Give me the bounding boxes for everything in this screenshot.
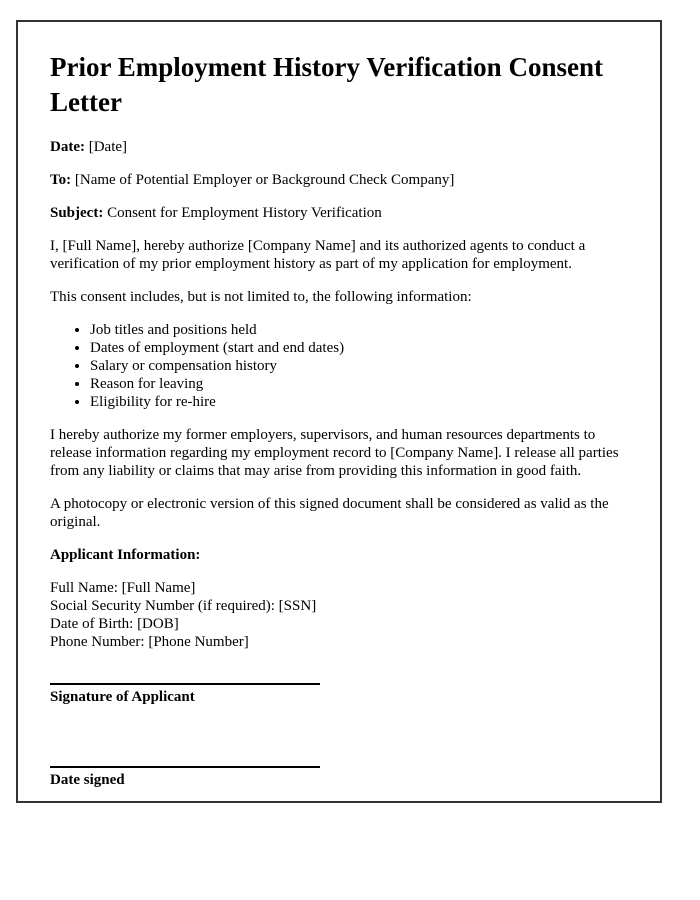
consent-list bbox=[50, 321, 628, 411]
applicant-fields bbox=[50, 579, 628, 651]
list-item: • Dates of employment (start and end dates) bbox=[90, 339, 628, 357]
list-item: • Reason for leaving bbox=[90, 375, 628, 393]
applicant-field-full-name: Full Name: [Full Name] bbox=[50, 580, 196, 596]
signature-label: Signature of Applicant bbox=[50, 689, 195, 705]
list-item: • Salary or compensation history bbox=[90, 357, 628, 375]
applicant-field-phone: Phone Number: [Phone Number] bbox=[50, 634, 249, 650]
to-line bbox=[50, 171, 628, 189]
to-label: To: bbox=[50, 172, 75, 188]
date-label: Date: bbox=[50, 139, 89, 155]
subject-value: Consent for Employment History Verification bbox=[107, 205, 382, 221]
applicant-info-heading: Applicant Information: bbox=[50, 547, 201, 563]
date-signed-line bbox=[50, 754, 320, 768]
list-item: • Eligibility for re-hire bbox=[90, 393, 628, 411]
list-item: • Job titles and positions held bbox=[90, 321, 628, 339]
to-value: [Name of Potential Employer or Background Check Company] bbox=[74, 172, 455, 188]
consent-lead-paragraph: This consent includes, but is not limited to, the following information: bbox=[50, 289, 472, 305]
subject-label: Subject: bbox=[50, 205, 108, 221]
date-value: [Date] bbox=[88, 139, 128, 155]
date-line bbox=[50, 138, 628, 156]
applicant-field-ssn: Social Security Number (if required): [SSN] bbox=[50, 598, 317, 614]
date-signed-label: Date signed bbox=[50, 772, 125, 788]
intro-paragraph: I, [Full Name], hereby authorize [Company Name] and its authorized agents to conduct a verification of my prior employment history as part of my application for employment. bbox=[50, 238, 586, 272]
signature-line bbox=[50, 671, 320, 685]
applicant-field-dob: Date of Birth: [DOB] bbox=[50, 616, 179, 632]
spacer bbox=[50, 706, 628, 734]
signature-block bbox=[50, 671, 628, 706]
subject-line bbox=[50, 204, 628, 222]
date-signed-block bbox=[50, 754, 628, 789]
letter-page bbox=[16, 20, 662, 803]
letter-title: Prior Employment History Verification Consent Letter bbox=[50, 52, 603, 117]
release-paragraph: I hereby authorize my former employers, supervisors, and human resources departments to release information regarding my employment record to [Company Name]. I release all parties from any liability or claims that may arise from providing this information in good faith. bbox=[50, 427, 619, 479]
validity-paragraph: A photocopy or electronic version of this signed document shall be considered as valid as the original. bbox=[50, 496, 609, 530]
